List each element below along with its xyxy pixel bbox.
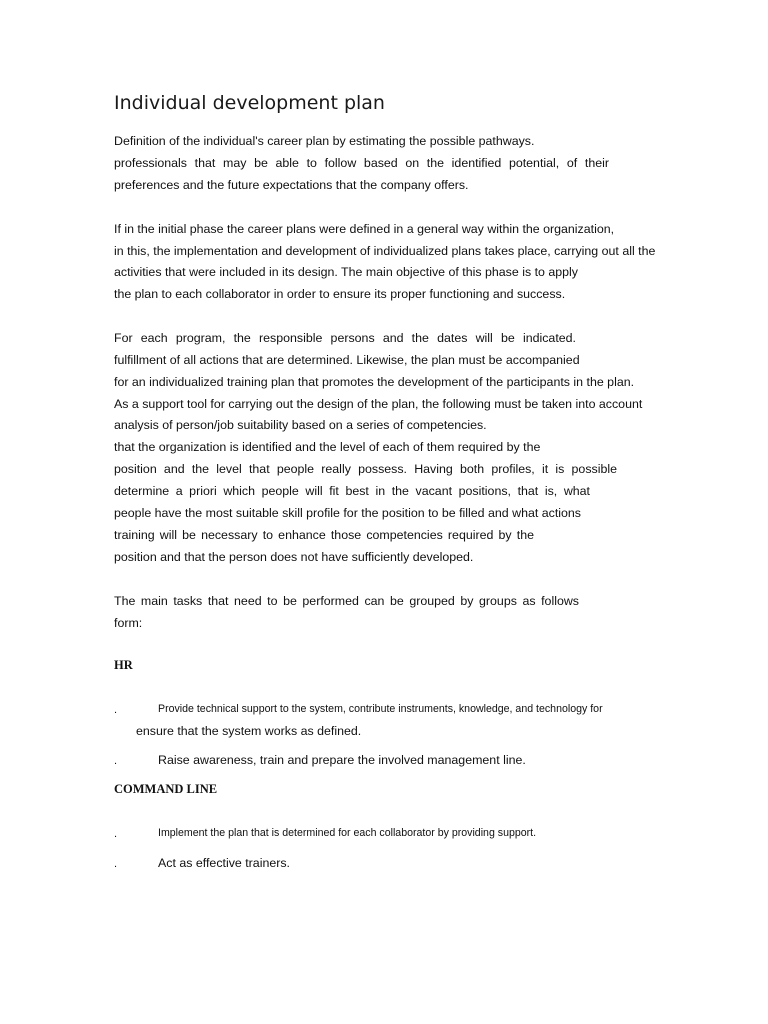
paragraph-line: The main tasks that need to be performed can be grouped by groups as follows bbox=[114, 594, 579, 608]
list-item: Act as effective trainers. bbox=[158, 856, 290, 870]
paragraph-line: position and the level that people really possess. Having both profiles, it is possible bbox=[114, 462, 617, 476]
section-heading: COMMAND LINE bbox=[114, 782, 218, 796]
paragraph-line: activities that were included in its design. The main objective of this phase is to apply bbox=[114, 265, 578, 279]
paragraph-line: that the organization is identified and the level of each of them required by the bbox=[114, 440, 541, 454]
bullet-marker: . bbox=[114, 828, 118, 840]
paragraph-line: fulfillment of all actions that are determined. Likewise, the plan must be accompanied bbox=[114, 353, 580, 367]
list-item: Implement the plan that is determined for each collaborator by providing support. bbox=[158, 827, 537, 839]
document-title: Individual development plan bbox=[114, 92, 385, 114]
paragraph-line: position and that the person does not have sufficiently developed. bbox=[114, 550, 474, 564]
paragraph-line: For each program, the responsible persons and the dates will be indicated. bbox=[114, 331, 576, 345]
paragraph-line: professionals that may be able to follow based on the identified potential, of their bbox=[114, 156, 609, 170]
paragraph-line: analysis of person/job suitability based on a series of competencies. bbox=[114, 418, 487, 432]
paragraph-line: the plan to each collaborator in order to ensure its proper functioning and success. bbox=[114, 287, 566, 301]
paragraph-line: for an individualized training plan that promotes the development of the participants in the plan. bbox=[114, 375, 635, 389]
paragraph-line: If in the initial phase the career plans were defined in a general way within the organization, bbox=[114, 222, 615, 236]
paragraph-line: training will be necessary to enhance those competencies required by the bbox=[114, 528, 534, 542]
paragraph-line: Definition of the individual's career plan by estimating the possible pathways. bbox=[114, 134, 535, 148]
bullet-marker: . bbox=[114, 858, 118, 870]
section-heading: HR bbox=[114, 658, 133, 672]
bullet-marker: . bbox=[114, 755, 118, 767]
paragraph-line: determine a priori which people will fit best in the vacant positions, that is, what bbox=[114, 484, 590, 498]
paragraph-line: people have the most suitable skill profile for the position to be filled and what actions bbox=[114, 506, 581, 520]
list-item: Provide technical support to the system, contribute instruments, knowledge, and technology for bbox=[158, 703, 603, 715]
list-item: Raise awareness, train and prepare the involved management line. bbox=[158, 753, 526, 767]
paragraph-line: As a support tool for carrying out the design of the plan, the following must be taken into account bbox=[114, 397, 643, 411]
list-item-continuation: ensure that the system works as defined. bbox=[136, 724, 362, 738]
bullet-marker: . bbox=[114, 704, 118, 716]
paragraph-line: form: bbox=[114, 616, 143, 630]
paragraph-line: preferences and the future expectations that the company offers. bbox=[114, 178, 469, 192]
paragraph-line: in this, the implementation and development of individualized plans takes place, carrying out all the bbox=[114, 244, 656, 258]
